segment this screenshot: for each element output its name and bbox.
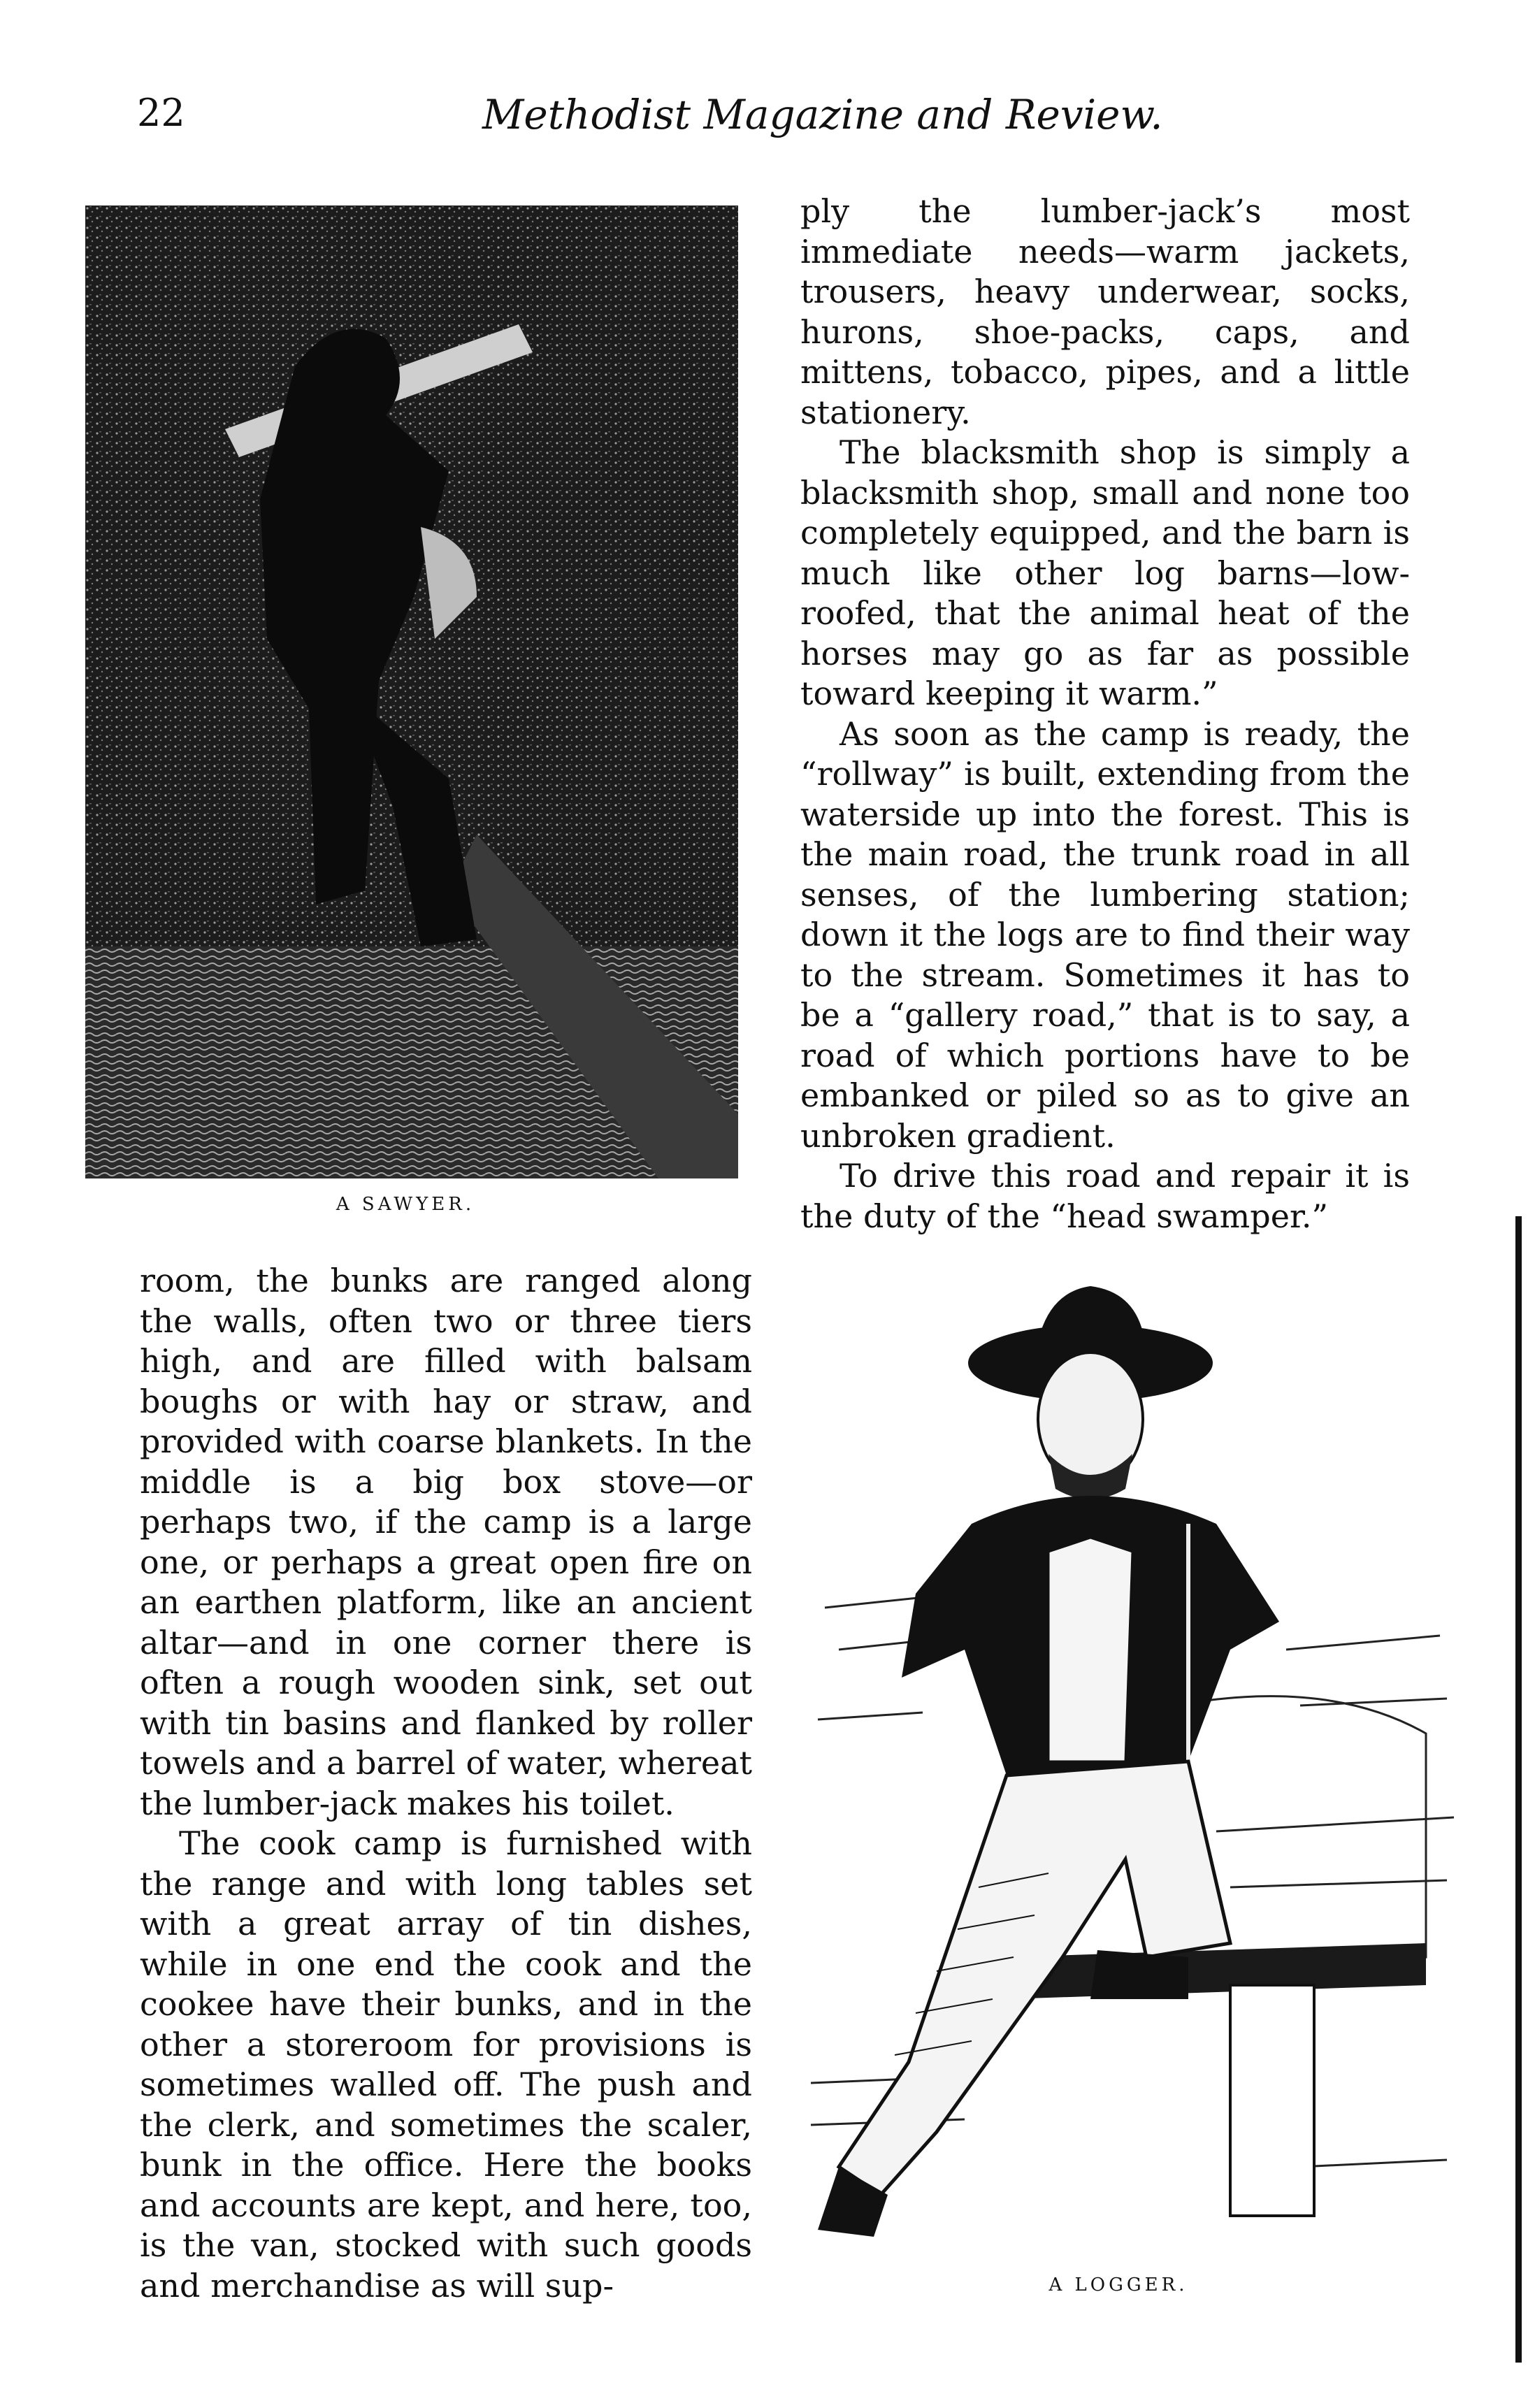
sawyer-engraving-icon [85, 206, 738, 1178]
sawyer-caption: A SAWYER. [336, 1194, 475, 1215]
right-column-top [800, 192, 1410, 1237]
paragraph: room, the bunks are ranged along the walls, often two or three tiers high, and are filled with balsam boughs or with hay or straw, and provided with coarse blankets. In the middle is a big box stove—or perhaps two, if the camp is a large one, or perhaps a great open fire on an earthen platform, like an ancient altar—and in one corner there is often a rough wooden sink, set out with tin basins and flanked by roller towels and a barrel of water, whereat the lumber-jack makes his toilet. [140, 1262, 752, 1822]
page-number: 22 [137, 91, 185, 135]
right-margin-rule [1515, 1216, 1522, 2363]
logger-caption: A LOGGER. [1048, 2274, 1188, 2295]
running-title: Methodist Magazine and Review. [482, 91, 1163, 138]
paragraph: The cook camp is furnished with the range and with long tables set with a great array of tin dishes, while in one end the cook and the cookee have their bunks, and in the other a storeroom for provisions is sometimes walled off. The push and the clerk, and sometimes the scaler, bunk in the office. Here the books and accounts are kept, and here, too, is the van, stocked with such goods and merchandise as will sup- [140, 1824, 752, 2305]
paragraph: The blacksmith shop is simply a blacksmith shop, small and none too completely equipped, and the barn is much like other log barns—low-roofed, that the animal heat of the horses may go as far as possible toward keeping it warm.” [800, 433, 1410, 712]
paragraph: As soon as the camp is ready, the “rollway” is built, extending from the waterside up into the forest. This is the main road, the trunk road in all senses, of the lumbering station; down it the logs are to find their way to the stream. Sometimes it has to be a “gallery road,” that is to say, a road of which portions have to be embanked or piled so as to give an unbroken gradient. [800, 714, 1410, 1155]
paragraph: To drive this road and repair it is the duty of the “head swamper.” [800, 1157, 1410, 1235]
logger-engraving-icon [797, 1258, 1468, 2265]
paragraph: ply the lumber-jack’s most immediate needs—warm jackets, trousers, heavy underwear, socks, hurons, shoe-packs, caps, and mittens, tobacco, pipes, and a little stationery. [800, 192, 1410, 431]
left-column-bottom [140, 1261, 752, 2306]
